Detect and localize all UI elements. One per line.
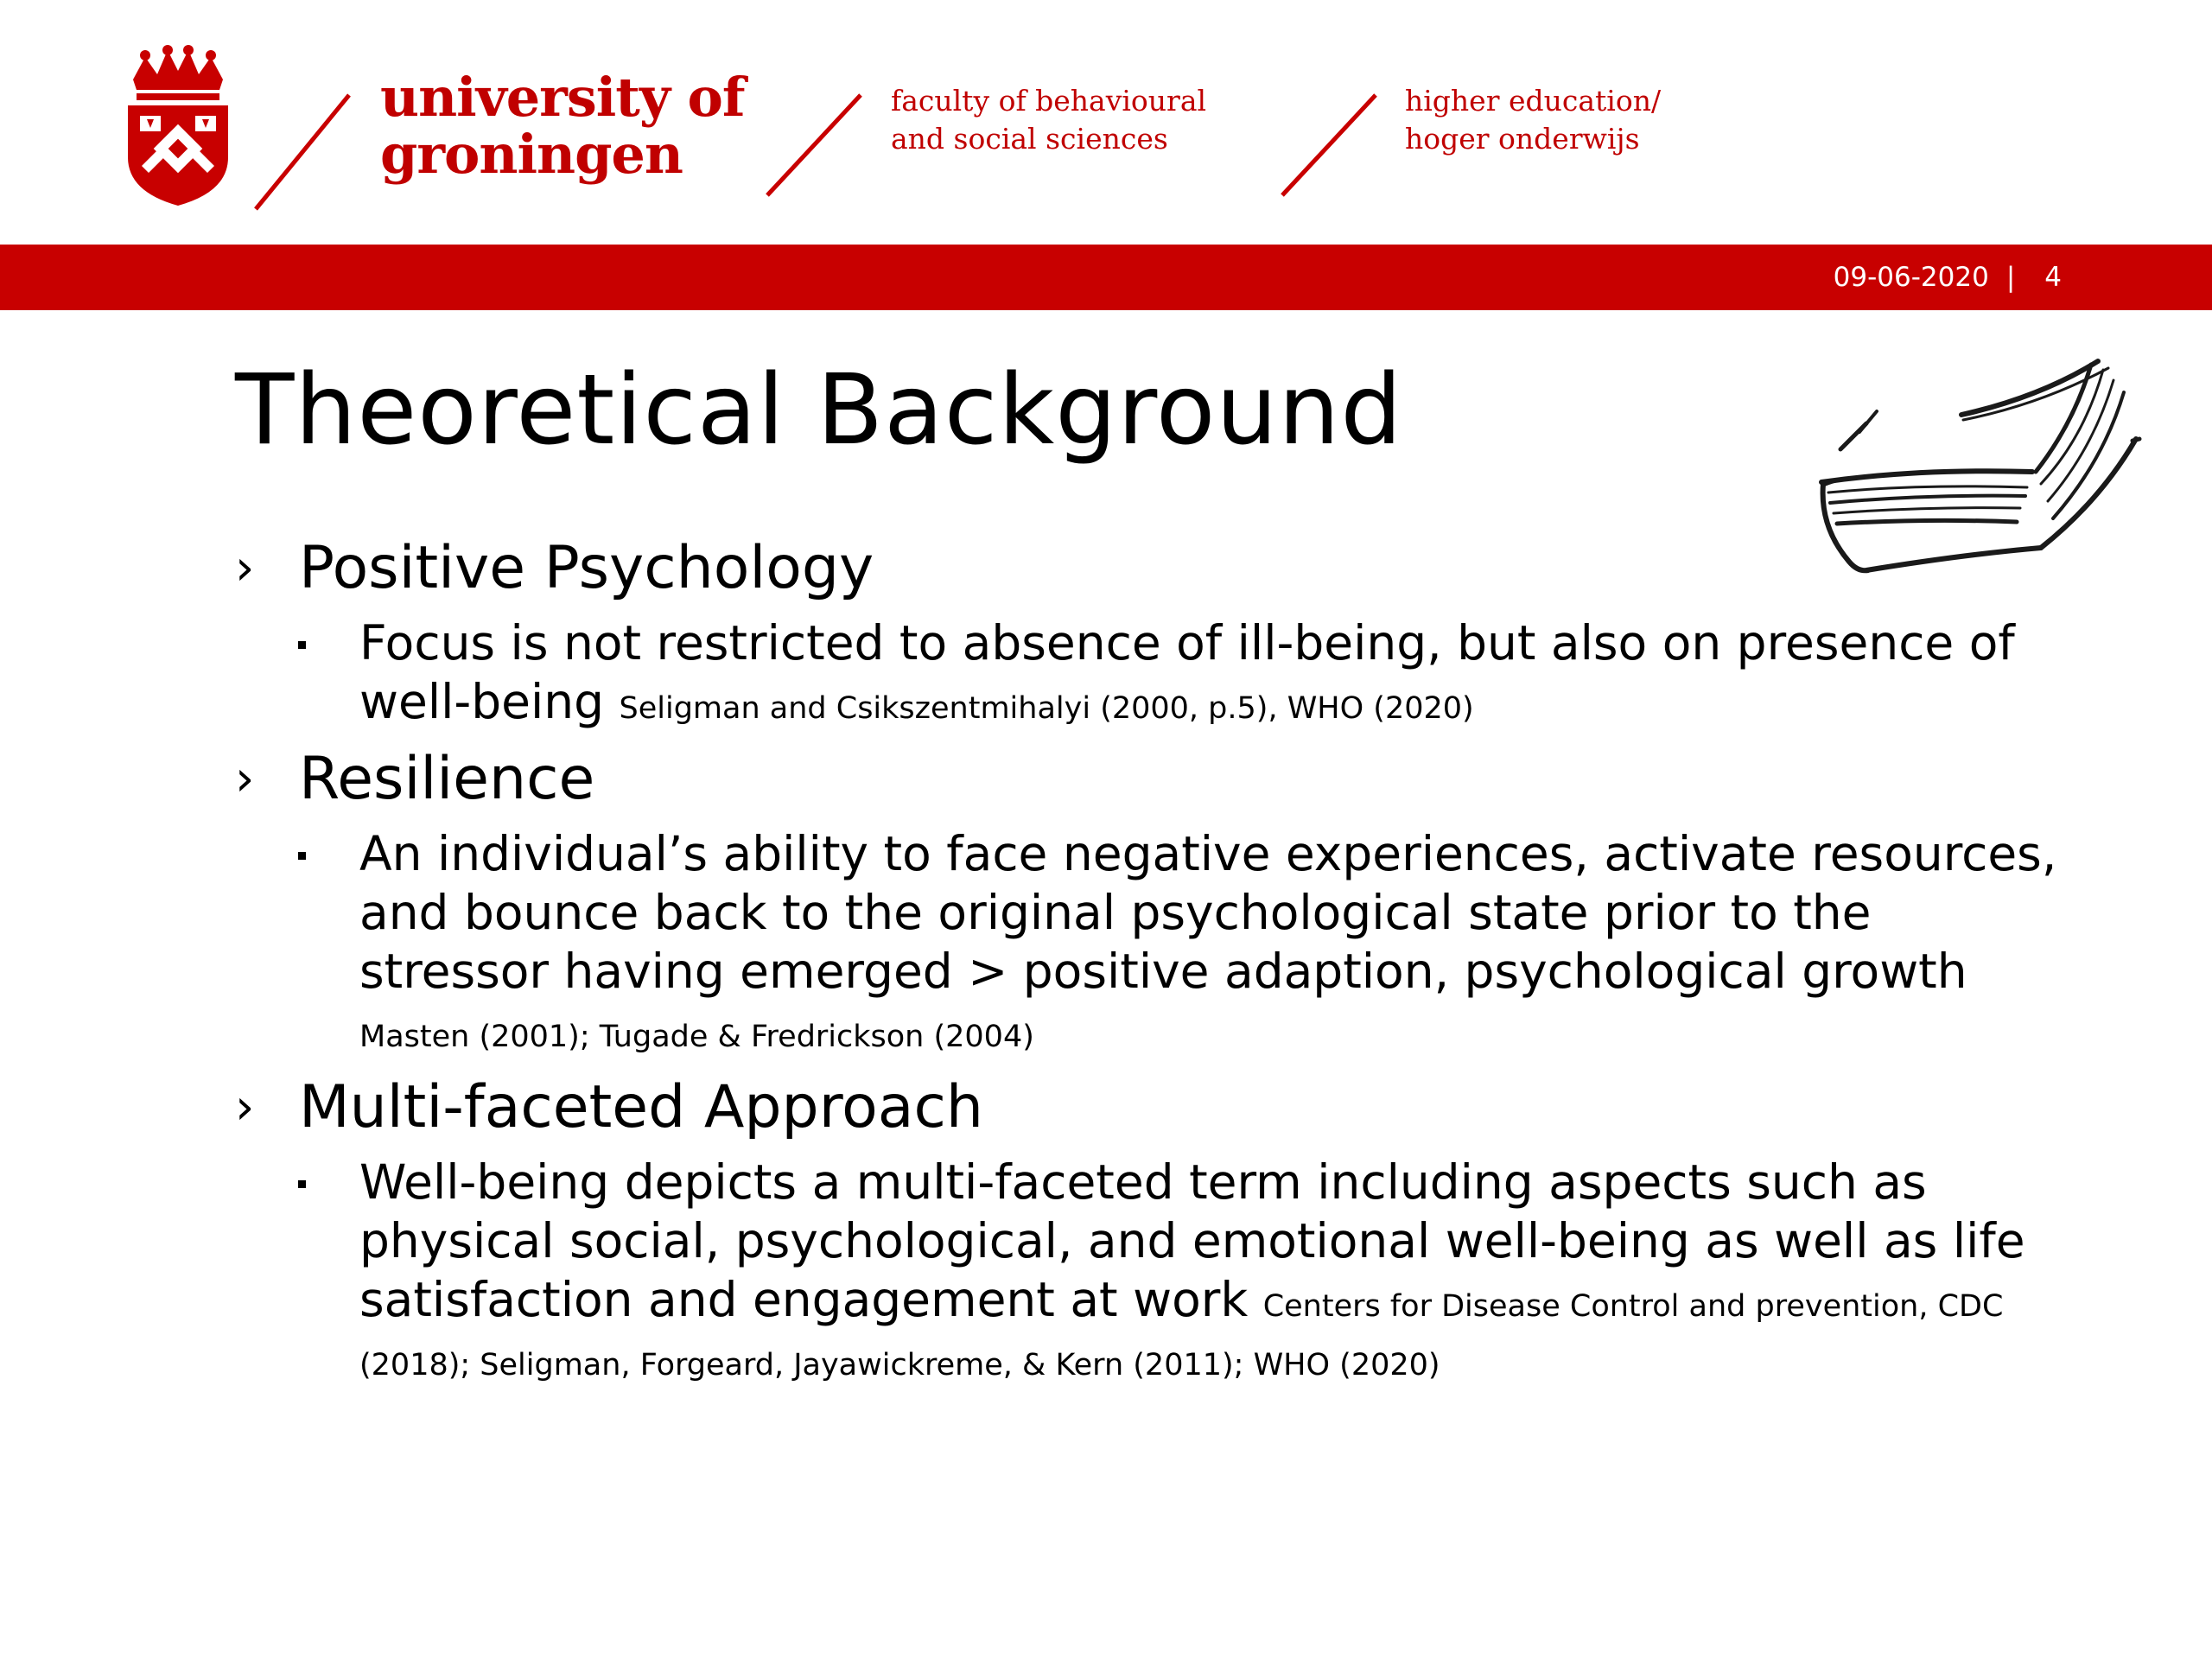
faculty-line1: faculty of behavioural [891, 84, 1207, 118]
slide-content [235, 527, 2067, 1395]
divider-slash [252, 93, 353, 211]
section-heading-text: Multi-faceted Approach [299, 1073, 983, 1141]
slide-title: Theoretical Background [235, 354, 1403, 467]
section-heading [235, 527, 2067, 610]
section-heading [235, 738, 2067, 821]
chevron-right-icon: › [235, 1079, 255, 1135]
bullet-text: Focus is not restricted to absence of ill-being, but also on presence of well-being [359, 615, 2015, 729]
chevron-right-icon: › [235, 540, 255, 596]
slide-date: 09-06-2020 [1833, 262, 1989, 293]
university-crest-icon [123, 45, 233, 206]
university-name-line2: groningen [380, 123, 683, 186]
square-bullet-icon [298, 852, 306, 860]
faculty-line2: and social sciences [891, 122, 1168, 156]
square-bullet-icon [298, 1180, 306, 1188]
header-red-bar [0, 245, 2212, 310]
program-name [1405, 82, 1661, 158]
chevron-right-icon: › [235, 751, 255, 807]
divider-slash [1279, 93, 1379, 197]
bullet-item [235, 613, 2067, 731]
citation: Seligman and Csikszentmihalyi (2000, p.5), WHO (2020) [619, 691, 1474, 726]
slide-number: 4 [2044, 262, 2062, 293]
bullet-text: An individual’s ability to face negative experiences, activate resources, and bounce back to the original psychological state prior to the stressor having emerged > positive adaption, psychological growth [359, 826, 2057, 999]
section-heading-text: Positive Psychology [299, 534, 874, 602]
university-name [380, 66, 745, 186]
citation: Masten (2001); Tugade & Fredrickson (2004) [359, 1020, 1034, 1054]
divider-slash [764, 93, 864, 197]
bullet-text: Well-being depicts a multi-faceted term including aspects such as physical social, psychological, and emotional well-being as well as life satisfaction and engagement at work [359, 1154, 2025, 1327]
section-resilience [235, 738, 2067, 1059]
bullet-item [235, 1153, 2067, 1388]
university-name-line1: university of [380, 66, 745, 129]
section-positive-psychology [235, 527, 2067, 731]
slide-meta [1834, 258, 2062, 296]
citation: Centers for Disease Control and prevention, CDC (2018); Seligman, Forgeard, Jayawickreme, & Kern (2011); WHO (2020) [359, 1289, 2004, 1382]
section-heading [235, 1066, 2067, 1149]
faculty-name [891, 82, 1206, 158]
program-line1: higher education/ [1405, 84, 1662, 118]
program-line2: hoger onderwijs [1405, 122, 1640, 156]
meta-separator: | [2005, 262, 2016, 293]
bullet-item [235, 824, 2067, 1059]
section-multi-faceted-approach [235, 1066, 2067, 1388]
square-bullet-icon [298, 641, 306, 649]
section-heading-text: Resilience [299, 745, 595, 813]
